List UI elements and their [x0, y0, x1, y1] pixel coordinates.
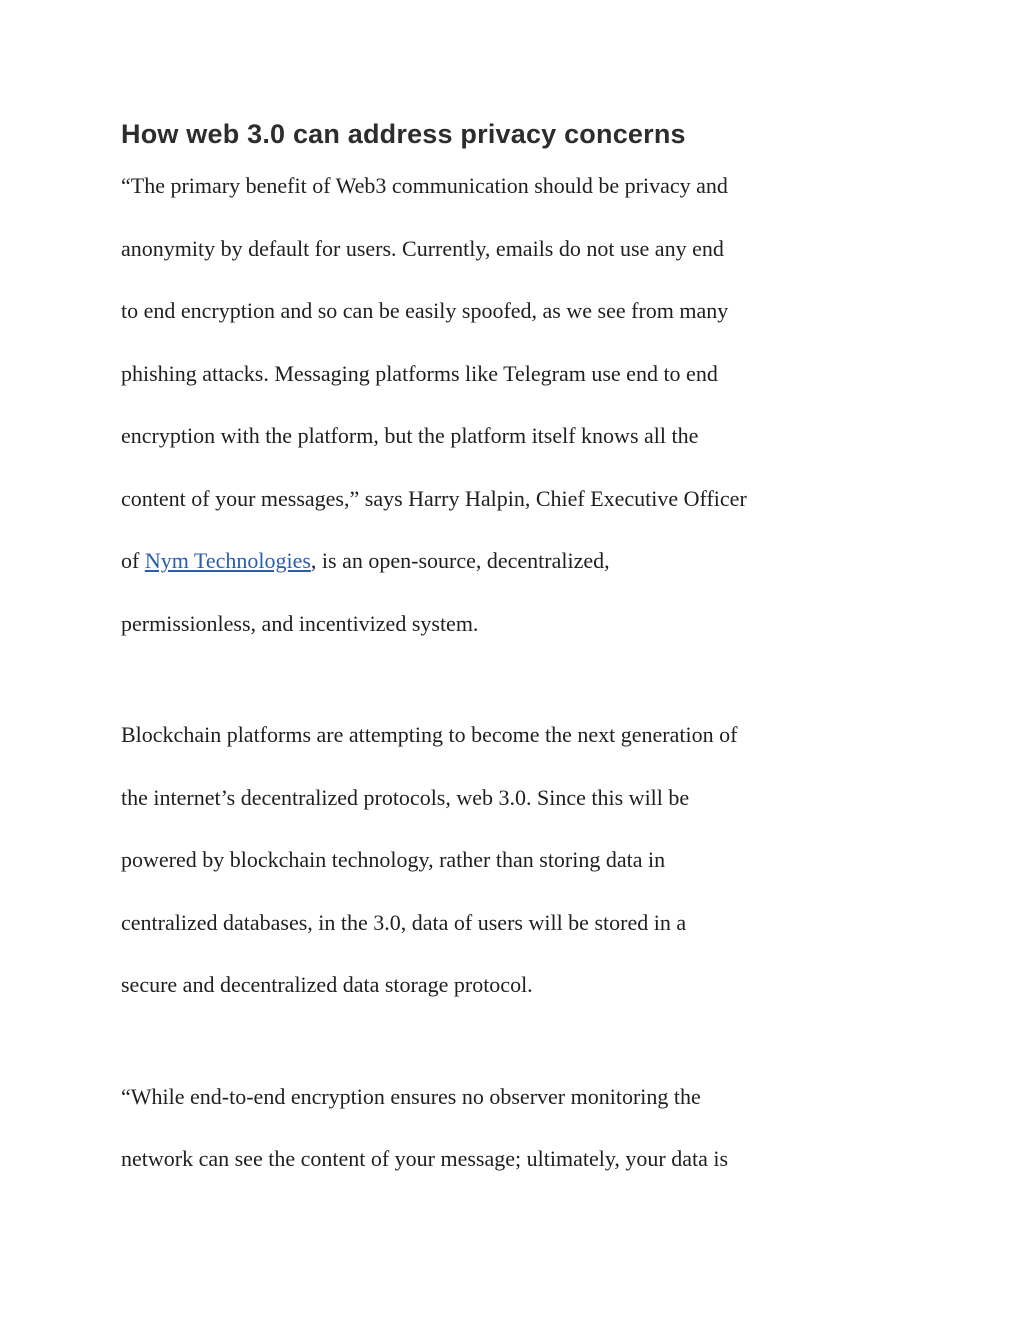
text-line: centralized databases, in the 3.0, data of users will be stored in a	[121, 909, 687, 935]
text-line: Blockchain platforms are attempting to become the next generation of	[121, 722, 738, 747]
paragraph-blockchain-platforms	[121, 704, 924, 1017]
nym-technologies-link[interactable]: Nym Technologies	[144, 548, 311, 573]
text-line: content of your messages,” says Harry Halpin, Chief Executive Officer	[121, 485, 747, 511]
text-line: anonymity by default for users. Currently, emails do not use any end	[121, 235, 724, 261]
text-line: “The primary benefit of Web3 communication should be privacy and	[121, 173, 728, 198]
link-line-prefix: of	[121, 548, 145, 573]
text-line: powered by blockchain technology, rather than storing data in	[121, 847, 666, 872]
link-line-suffix: , is an open-source, decentralized,	[310, 548, 610, 573]
text-line: permissionless, and incentivized system.	[121, 610, 479, 636]
text-line: to end encryption and so can be easily spoofed, as we see from many	[121, 298, 729, 323]
text-line: “While end-to-end encryption ensures no observer monitoring the	[121, 1083, 701, 1109]
text-line: encryption with the platform, but the platform itself knows all the	[121, 423, 699, 448]
paragraph-e2e-encryption	[121, 1066, 924, 1191]
text-line: secure and decentralized data storage protocol.	[121, 972, 533, 997]
text-line: phishing attacks. Messaging platforms like Telegram use end to end	[121, 360, 718, 386]
text-line: network can see the content of your message; ultimately, your data is	[121, 1146, 729, 1171]
page-title: How web 3.0 can address privacy concerns	[121, 119, 686, 149]
paragraph-quote-harry-halpin	[121, 155, 924, 655]
text-line: the internet’s decentralized protocols, web 3.0. Since this will be	[121, 784, 690, 810]
text-line-with-link	[121, 530, 924, 593]
